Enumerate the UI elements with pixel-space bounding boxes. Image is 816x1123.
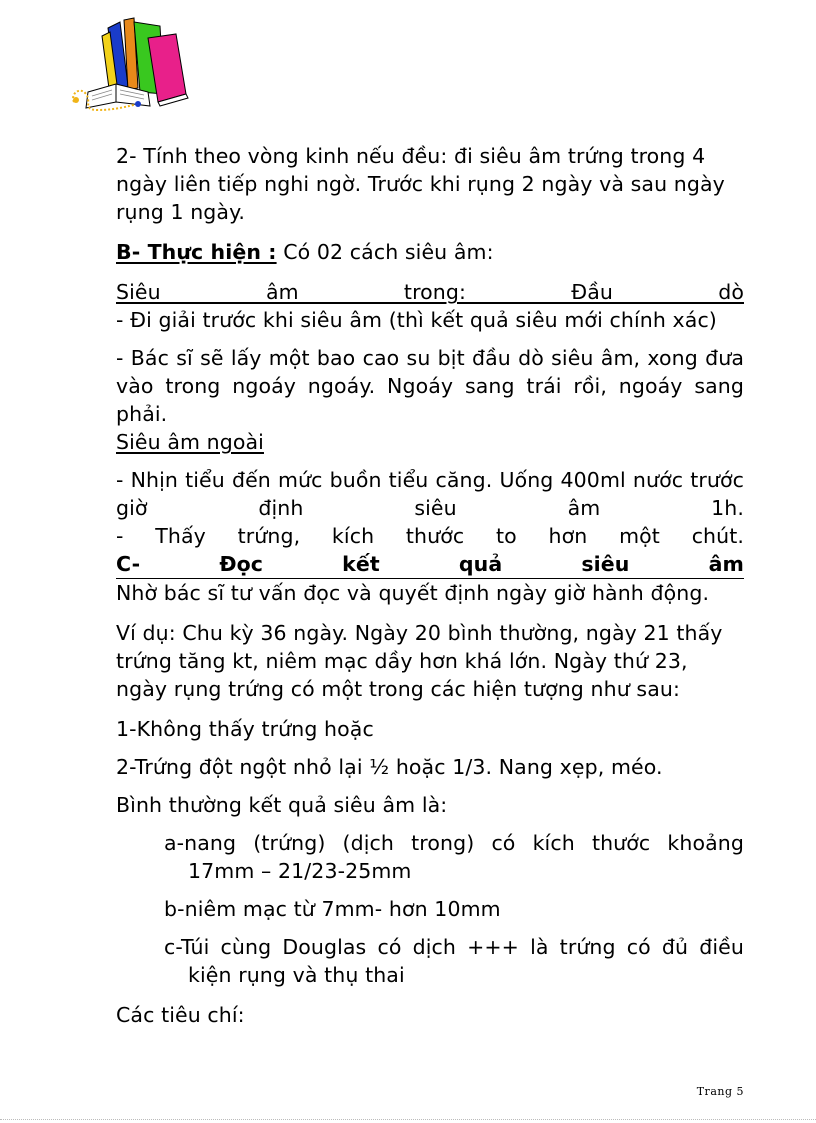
books-and-stethoscope-logo bbox=[68, 14, 192, 114]
example-item-2: 2-Trứng đột ngột nhỏ lại ½ hoặc 1/3. Nang xẹp, méo. bbox=[116, 755, 663, 779]
cycle-timing-text: 2- Tính theo vòng kinh nếu đều: đi siêu âm trứng trong 4 ngày liên tiếp nghi ngờ. Trước khi rụng 2 ngày và sau ngày rụng 1 ngày. bbox=[116, 144, 725, 224]
footer-dotted-line bbox=[0, 1119, 816, 1120]
normal-result-a-cont: 17mm – 21/23-25mm bbox=[188, 859, 412, 883]
paragraph-cycle-timing bbox=[116, 142, 744, 226]
normal-results-intro: Bình thường kết quả siêu âm là: bbox=[116, 793, 448, 817]
outside-step-1: - Nhịn tiểu đến mức buồn tiểu căng. Uống 400ml nước trước giờ định siêu âm 1h. bbox=[116, 468, 744, 520]
normal-result-c: c-Túi cùng Douglas có dịch +++ là trứng có đủ điều bbox=[164, 935, 744, 959]
example-paragraph: Ví dụ: Chu kỳ 36 ngày. Ngày 20 bình thường, ngày 21 thấy trứng tăng kt, niêm mạc dầy hơn khá lớn. Ngày thứ 23, ngày rụng trứng có một trong các hiện tượng như sau: bbox=[116, 621, 723, 701]
inside-step-1: - Đi giải trước khi siêu âm (thì kết quả siêu mới chính xác) bbox=[116, 308, 717, 332]
outside-heading-text: Siêu âm ngoài bbox=[116, 430, 264, 454]
inside-ultrasound-heading: Siêu âm trong: Đầu dò bbox=[116, 280, 744, 304]
normal-result-c-cont: kiện rụng và thụ thai bbox=[188, 963, 405, 987]
normal-result-a: a-nang (trứng) (dịch trong) có kích thước khoảng bbox=[164, 831, 744, 855]
normal-result-b: b-niêm mạc từ 7mm- hơn 10mm bbox=[164, 897, 501, 921]
section-b bbox=[116, 238, 744, 266]
section-c-heading: C- Đọc kết quả siêu âm bbox=[116, 552, 744, 576]
example-item-1: 1-Không thấy trứng hoặc bbox=[116, 717, 374, 741]
section-b-text: Có 02 cách siêu âm: bbox=[276, 240, 494, 264]
outside-ultrasound-heading bbox=[116, 428, 744, 456]
criteria-label: Các tiêu chí: bbox=[116, 1003, 245, 1027]
outside-step-2: - Thấy trứng, kích thước to hơn một chút. bbox=[116, 524, 744, 548]
section-c-text: Nhờ bác sĩ tư vấn đọc và quyết định ngày giờ hành động. bbox=[116, 581, 710, 605]
section-b-heading: B- Thực hiện : bbox=[116, 240, 277, 264]
page-number: Trang 5 bbox=[696, 1085, 744, 1098]
inside-step-2: - Bác sĩ sẽ lấy một bao cao su bịt đầu dò siêu âm, xong đưa vào trong ngoáy ngoáy. Ngoáy sang trái rồi, ngoáy sang phải. bbox=[116, 346, 744, 426]
